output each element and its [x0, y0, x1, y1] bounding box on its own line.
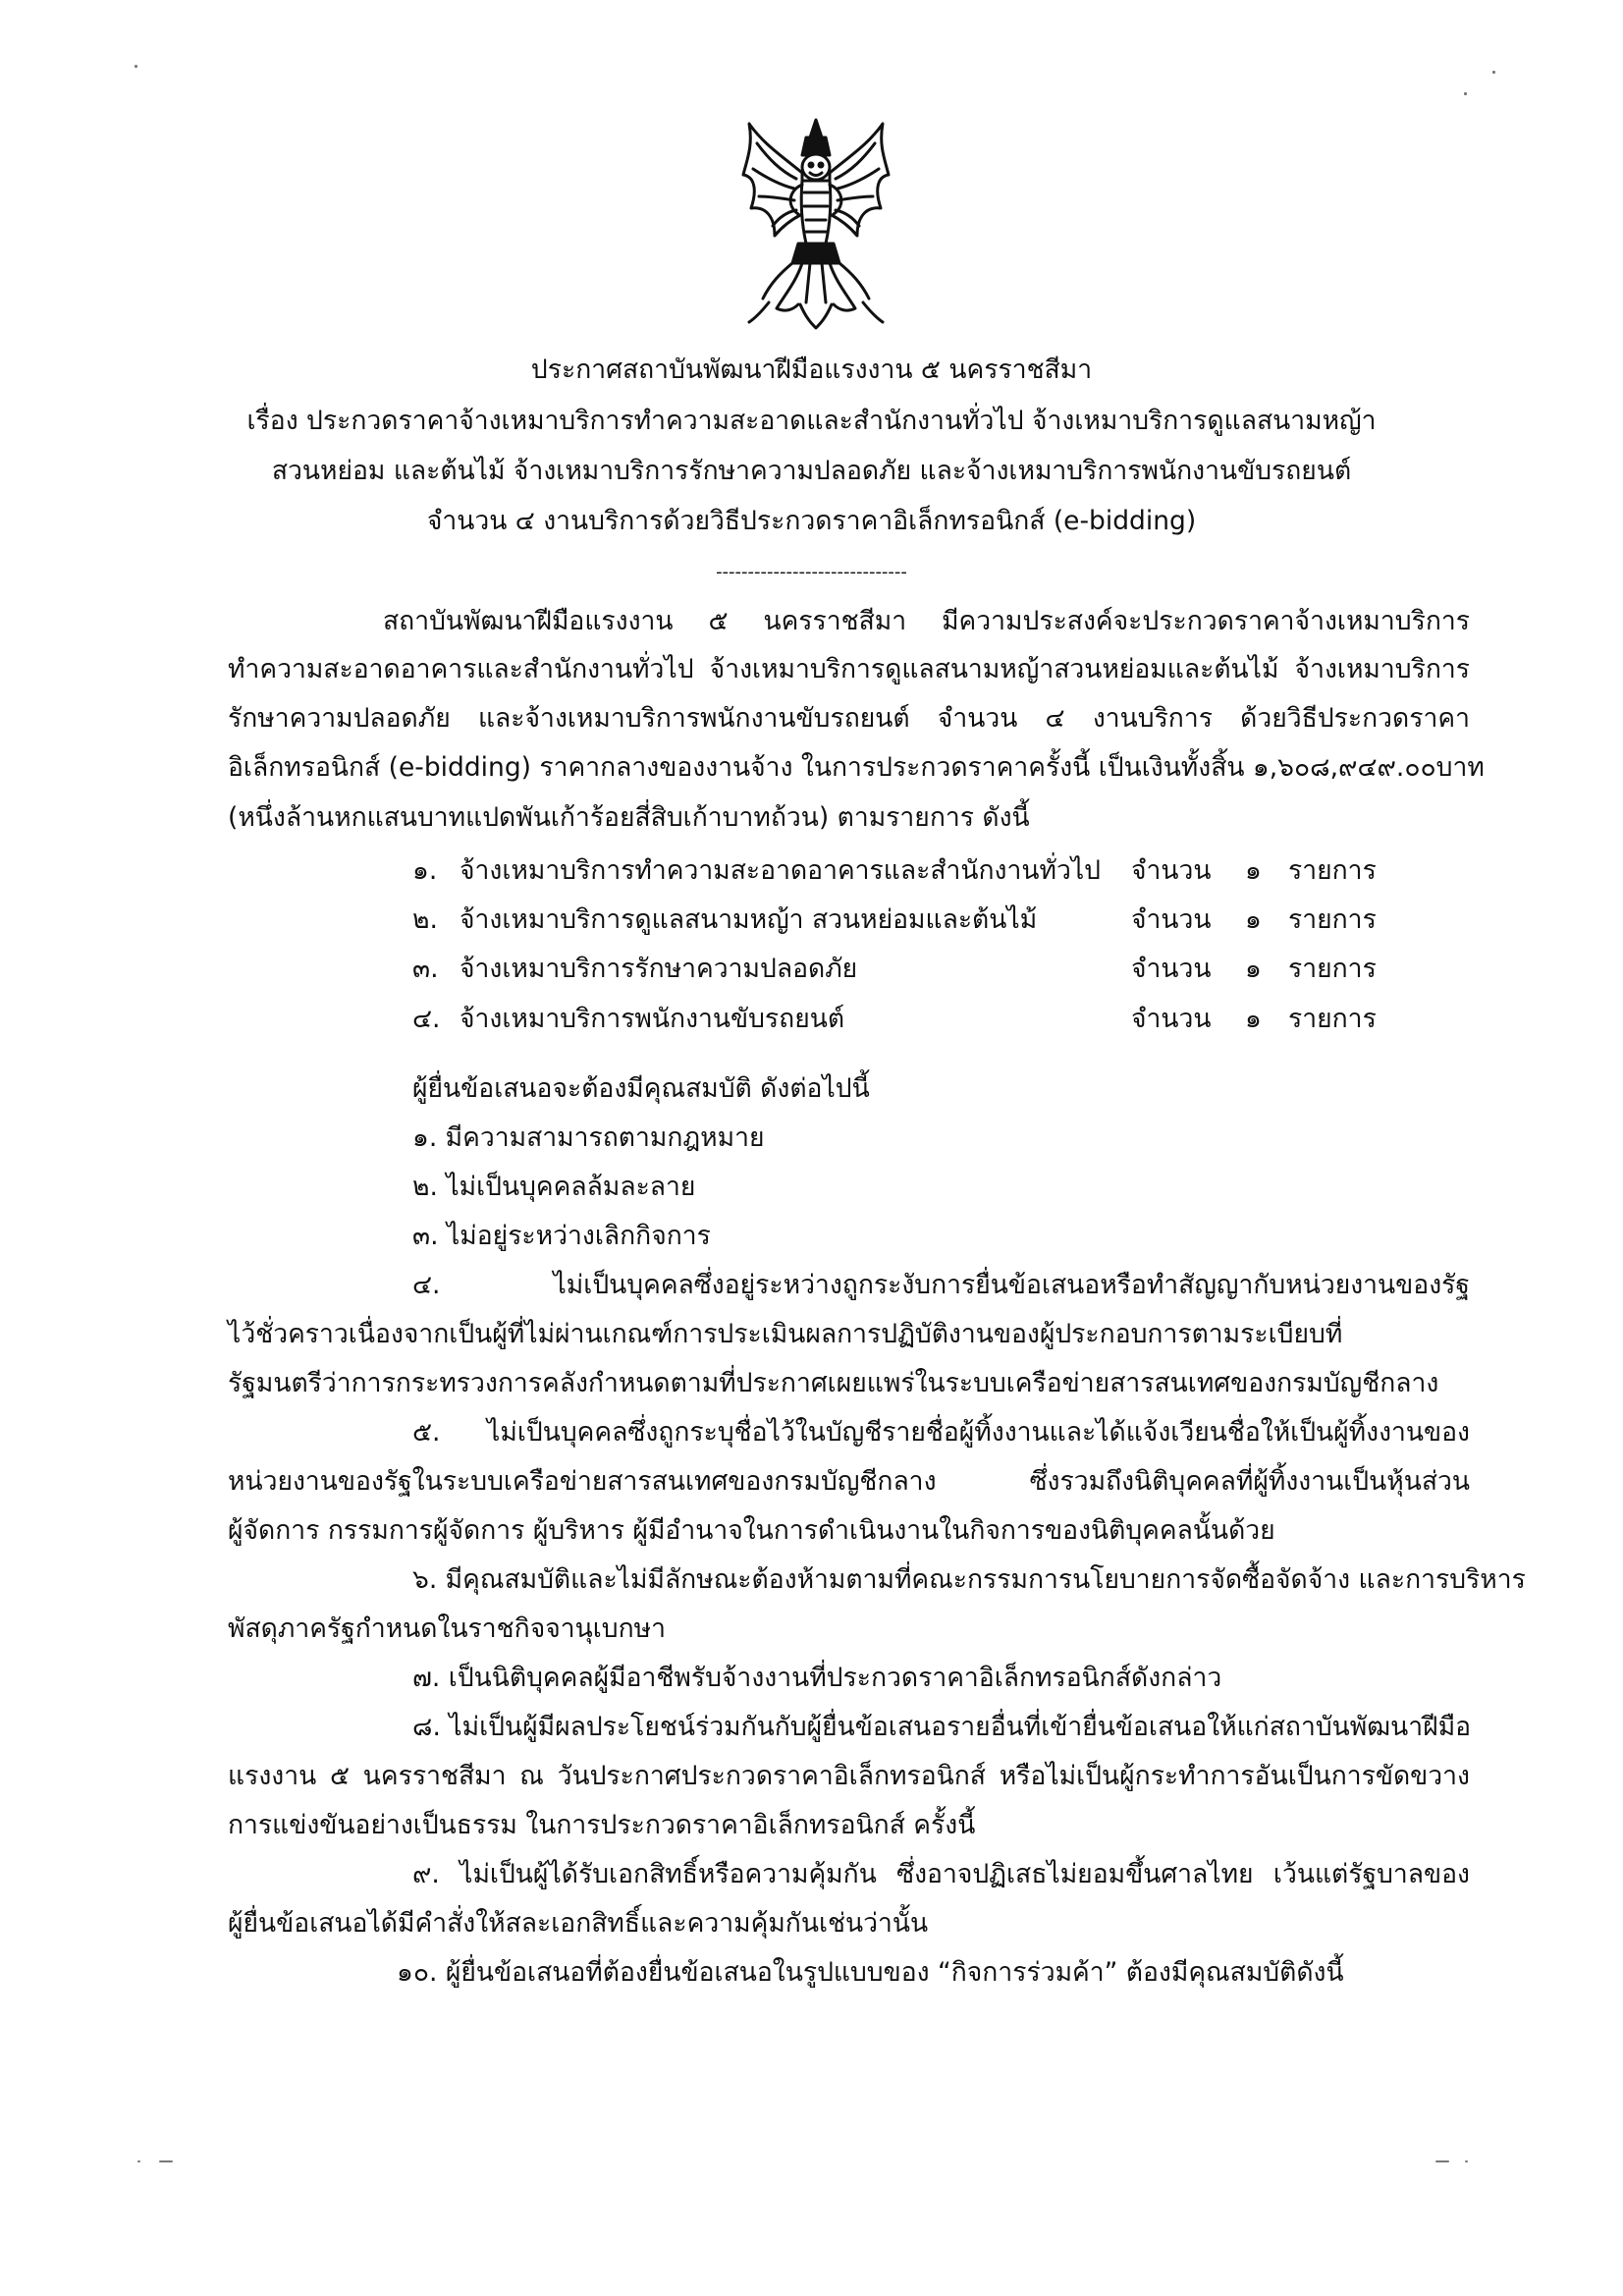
subject-line-2: สวนหย่อม และต้นไม้ จ้างเหมาบริการรักษาความปลอดภัย และจ้างเหมาบริการพนักงานขับรถยนต์: [271, 456, 1352, 486]
item-name: จ้างเหมาบริการพนักงานขับรถยนต์: [460, 1004, 845, 1034]
item-unit: รายการ: [1288, 954, 1377, 984]
intro-line-4: อิเล็กทรอนิกส์ (e-bidding) ราคากลางของงานจ้าง ในการประกวดราคาครั้งนี้ เป็นเงินทั้งสิ้น ๑,๖๐๘,๙๔๙.๐๐บาท: [228, 752, 1485, 783]
qualification-8-line-1: ๘. ไม่เป็นผู้มีผลประโยชน์ร่วมกันกับผู้ยื่นข้อเสนอรายอื่นที่เข้ายื่นข้อเสนอให้แก่สถาบันพัฒนาฝีมือ: [412, 1712, 1472, 1742]
intro-line-1: สถาบันพัฒนาฝีมือแรงงาน ๕ นครราชสีมา มีความประสงค์จะประกวดราคาจ้างเหมาบริการ: [383, 606, 1470, 636]
qualification-6-line-2: พัสดุภาครัฐกำหนดในราชกิจจานุเบกษา: [228, 1613, 667, 1644]
item-number: ๔.: [412, 1004, 441, 1034]
item-quantity-label: จำนวน: [1131, 904, 1212, 935]
item-quantity-label: จำนวน: [1131, 954, 1212, 984]
qualification-3: ๓. ไม่อยู่ระหว่างเลิกกิจการ: [412, 1221, 711, 1251]
qualification-9-line-1: ๙. ไม่เป็นผู้ได้รับเอกสิทธิ์หรือความคุ้มกัน ซึ่งอาจปฏิเสธไม่ยอมขึ้นศาลไทย เว้นแต่รัฐบาลของ: [412, 1859, 1470, 1889]
item-quantity: ๑: [1245, 1004, 1262, 1034]
item-quantity: ๑: [1245, 855, 1262, 886]
item-quantity: ๑: [1245, 904, 1262, 935]
item-quantity-label: จำนวน: [1131, 1004, 1212, 1034]
scan-speck: [135, 65, 137, 68]
qualification-4-line-2: ไว้ชั่วคราวเนื่องจากเป็นผู้ที่ไม่ผ่านเกณฑ์การประเมินผลการปฏิบัติงานของผู้ประกอบการตามระเบียบที่: [228, 1319, 1343, 1349]
item-name: จ้างเหมาบริการทำความสะอาดอาคารและสำนักงานทั่วไป: [460, 855, 1101, 886]
qualification-8-line-3: การแข่งขันอย่างเป็นธรรม ในการประกวดราคาอิเล็กทรอนิกส์ ครั้งนี้: [228, 1810, 976, 1840]
scan-speck: [1465, 2160, 1468, 2162]
scan-speck: [159, 2160, 173, 2162]
scan-speck: [137, 2160, 140, 2162]
qualification-6-line-1: ๖. มีคุณสมบัติและไม่มีลักษณะต้องห้ามตามที่คณะกรรมการนโยบายการจัดซื้อจัดจ้าง และการบริหาร: [412, 1564, 1526, 1595]
qualification-9-line-2: ผู้ยื่นข้อเสนอได้มีคำสั่งให้สละเอกสิทธิ์และความคุ้มกันเช่นว่านั้น: [228, 1908, 929, 1939]
item-name: จ้างเหมาบริการดูแลสนามหญ้า สวนหย่อมและต้นไม้: [460, 904, 1038, 935]
item-quantity: ๑: [1245, 954, 1262, 984]
item-name: จ้างเหมาบริการรักษาความปลอดภัย: [460, 954, 858, 984]
qualifications-heading: ผู้ยื่นข้อเสนอจะต้องมีคุณสมบัติ ดังต่อไปนี้: [412, 1073, 870, 1104]
item-unit: รายการ: [1288, 855, 1377, 886]
item-number: ๓.: [412, 954, 439, 984]
qualification-5-line-2: หน่วยงานของรัฐในระบบเครือข่ายสารสนเทศของกรมบัญชีกลาง ซึ่งรวมถึงนิติบุคคลที่ผู้ทิ้งงานเป็นหุ้นส่วน: [228, 1466, 1470, 1497]
item-quantity-label: จำนวน: [1131, 855, 1212, 886]
item-number: ๑.: [412, 855, 438, 886]
intro-line-5: (หนึ่งล้านหกแสนบาทแปดพันเก้าร้อยสี่สิบเก้าบาทถ้วน) ตามรายการ ดังนี้: [228, 802, 1030, 833]
item-number: ๒.: [412, 904, 438, 935]
qualification-8-line-2: แรงงาน ๕ นครราชสีมา ณ วันประกาศประกวดราคาอิเล็กทรอนิกส์ หรือไม่เป็นผู้กระทำการอันเป็นการขัดขวาง: [228, 1761, 1470, 1791]
announcement-title: ประกาศสถาบันพัฒนาฝีมือแรงงาน ๕ นครราชสีมา: [530, 355, 1093, 385]
scan-speck: [1492, 71, 1495, 74]
item-unit: รายการ: [1288, 1004, 1377, 1034]
qualification-5-line-1: ๕. ไม่เป็นบุคคลซึ่งถูกระบุชื่อไว้ในบัญชีรายชื่อผู้ทิ้งงานและได้แจ้งเวียนชื่อให้เป็นผู้ทิ้งงานของ: [412, 1417, 1470, 1448]
qualification-4-line-1: ๔. ไม่เป็นบุคคลซึ่งอยู่ระหว่างถูกระงับการยื่นข้อเสนอหรือทำสัญญากับหน่วยงานของรัฐ: [412, 1270, 1470, 1300]
scan-speck: [1435, 2160, 1449, 2162]
item-unit: รายการ: [1288, 904, 1377, 935]
intro-line-2: ทำความสะอาดอาคารและสำนักงานทั่วไป จ้างเหมาบริการดูแลสนามหญ้าสวนหย่อมและต้นไม้ จ้างเหมาบริการ: [228, 654, 1470, 684]
subject-line-1: เรื่อง ประกวดราคาจ้างเหมาบริการทำความสะอาดและสำนักงานทั่วไป จ้างเหมาบริการดูแลสนามหญ้า: [246, 406, 1377, 436]
qualification-2: ๒. ไม่เป็นบุคคลล้มละลาย: [412, 1172, 696, 1202]
qualification-1: ๑. มีความสามารถตามกฎหมาย: [412, 1122, 765, 1153]
qualification-4-line-3: รัฐมนตรีว่าการกระทรวงการคลังกำหนดตามที่ประกาศเผยแพร่ในระบบเครือข่ายสารสนเทศของกรมบัญชีกลาง: [228, 1368, 1439, 1398]
qualification-7: ๗. เป็นนิติบุคคลผู้มีอาชีพรับจ้างงานที่ประกวดราคาอิเล็กทรอนิกส์ดังกล่าว: [412, 1663, 1222, 1693]
subject-line-3: จำนวน ๔ งานบริการด้วยวิธีประกวดราคาอิเล็กทรอนิกส์ (e-bidding): [426, 506, 1197, 536]
header-separator: ------------------------------: [716, 562, 907, 582]
intro-line-3: รักษาความปลอดภัย และจ้างเหมาบริการพนักงานขับรถยนต์ จำนวน ๔ งานบริการ ด้วยวิธีประกวดราคา: [228, 703, 1470, 734]
qualification-5-line-3: ผู้จัดการ กรรมการผู้จัดการ ผู้บริหาร ผู้มีอำนาจในการดำเนินงานในกิจการของนิติบุคคลนั้นด้วย: [228, 1515, 1275, 1546]
qualification-10: ๑๐. ผู้ยื่นข้อเสนอที่ต้องยื่นข้อเสนอในรูปแบบของ “กิจการร่วมค้า” ต้องมีคุณสมบัติดังนี้: [397, 1957, 1344, 1988]
garuda-emblem-icon: [741, 116, 891, 330]
scan-speck: [1464, 92, 1467, 95]
